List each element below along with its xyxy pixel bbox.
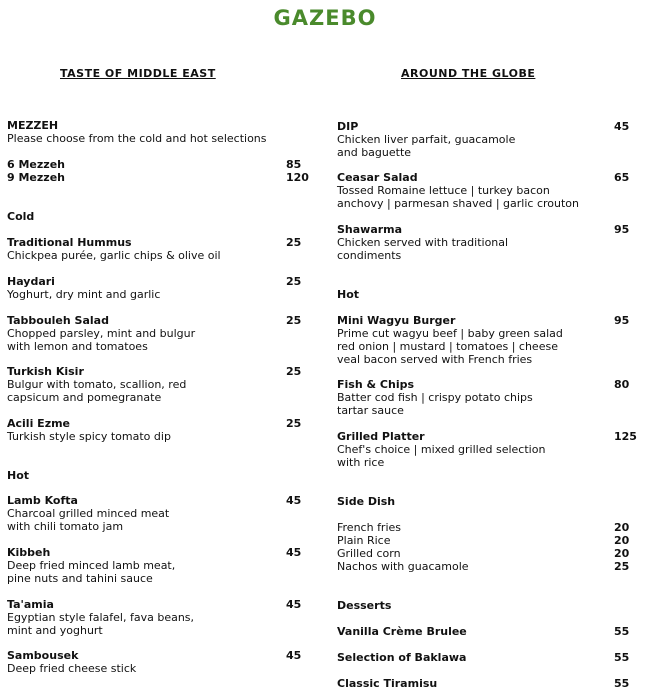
item-name: Mini Wagyu Burger bbox=[337, 314, 456, 327]
item-price: 25 bbox=[286, 417, 302, 430]
hot-heading-left: Hot bbox=[7, 469, 30, 482]
item-price: 45 bbox=[286, 494, 302, 507]
item-price: 55 bbox=[614, 651, 630, 664]
item-description: Deep fried minced lamb meat, bbox=[7, 559, 176, 572]
item-name: Ceasar Salad bbox=[337, 171, 418, 184]
mezzeh-note: Please choose from the cold and hot selections bbox=[7, 132, 267, 145]
item-price: 20 bbox=[614, 534, 630, 547]
item-name: Classic Tiramisu bbox=[337, 677, 438, 690]
mezzeh-title: MEZZEH bbox=[7, 119, 59, 132]
item-description: with rice bbox=[337, 456, 385, 469]
item-price: 45 bbox=[286, 546, 302, 559]
item-description: capsicum and pomegranate bbox=[7, 391, 162, 404]
item-price: 55 bbox=[614, 677, 630, 690]
item-price: 25 bbox=[286, 275, 302, 288]
item-name: Tabbouleh Salad bbox=[7, 314, 109, 327]
item-name: Haydari bbox=[7, 275, 55, 288]
item-description: Batter cod fish | crispy potato chips bbox=[337, 391, 533, 404]
item-description: with chili tomato jam bbox=[7, 520, 124, 533]
item-description: Chef's choice | mixed grilled selection bbox=[337, 443, 546, 456]
item-name: Turkish Kisir bbox=[7, 365, 84, 378]
item-name: Vanilla Crème Brulee bbox=[337, 625, 467, 638]
item-description: condiments bbox=[337, 249, 402, 262]
item-price: 65 bbox=[614, 171, 630, 184]
item-description: Tossed Romaine lettuce | turkey bacon bbox=[337, 184, 550, 197]
item-description: Charcoal grilled minced meat bbox=[7, 507, 170, 520]
item-name: Fish & Chips bbox=[337, 378, 415, 391]
item-price: 95 bbox=[614, 314, 630, 327]
item-description: Prime cut wagyu beef | baby green salad bbox=[337, 327, 563, 340]
item-description: Deep fried cheese stick bbox=[7, 662, 137, 675]
item-description: anchovy | parmesan shaved | garlic crouton bbox=[337, 197, 580, 210]
item-name: Sambousek bbox=[7, 649, 79, 662]
mezzeh-nine-label: 9 Mezzeh bbox=[7, 171, 65, 184]
right-column-heading: AROUND THE GLOBE bbox=[401, 67, 536, 80]
item-price: 45 bbox=[286, 649, 302, 662]
item-description: Chicken served with traditional bbox=[337, 236, 509, 249]
item-description: tartar sauce bbox=[337, 404, 404, 417]
item-description: red onion | mustard | tomatoes | cheese bbox=[337, 340, 558, 353]
item-name: Plain Rice bbox=[337, 534, 391, 547]
item-price: 20 bbox=[614, 521, 630, 534]
item-description: Bulgur with tomato, scallion, red bbox=[7, 378, 187, 391]
item-description: mint and yoghurt bbox=[7, 624, 103, 637]
item-name: Selection of Baklawa bbox=[337, 651, 467, 664]
item-price: 80 bbox=[614, 378, 630, 391]
item-name: Lamb Kofta bbox=[7, 494, 78, 507]
item-description: Chickpea purée, garlic chips & olive oil bbox=[7, 249, 221, 262]
item-price: 45 bbox=[286, 598, 302, 611]
desserts-heading: Desserts bbox=[337, 599, 392, 612]
item-price: 95 bbox=[614, 223, 630, 236]
item-price: 45 bbox=[614, 120, 630, 133]
item-name: Grilled Platter bbox=[337, 430, 425, 443]
item-price: 25 bbox=[286, 365, 302, 378]
item-name: Traditional Hummus bbox=[7, 236, 132, 249]
item-price: 25 bbox=[614, 560, 630, 573]
item-price: 55 bbox=[614, 625, 630, 638]
item-price: 20 bbox=[614, 547, 630, 560]
item-price: 125 bbox=[614, 430, 637, 443]
item-description: Egyptian style falafel, fava beans, bbox=[7, 611, 195, 624]
item-description: Chopped parsley, mint and bulgur bbox=[7, 327, 196, 340]
item-description: veal bacon served with French fries bbox=[337, 353, 533, 366]
item-price: 25 bbox=[286, 314, 302, 327]
item-name: Kibbeh bbox=[7, 546, 51, 559]
item-description: and baguette bbox=[337, 146, 412, 159]
hot-heading-right: Hot bbox=[337, 288, 360, 301]
item-description: Turkish style spicy tomato dip bbox=[7, 430, 171, 443]
item-name: Grilled corn bbox=[337, 547, 401, 560]
item-name: French fries bbox=[337, 521, 402, 534]
item-name: DIP bbox=[337, 120, 359, 133]
mezzeh-six-price: 85 bbox=[286, 158, 302, 171]
item-description: Chicken liver parfait, guacamole bbox=[337, 133, 516, 146]
item-name: Ta'amia bbox=[7, 598, 54, 611]
item-name: Shawarma bbox=[337, 223, 403, 236]
mezzeh-nine-price: 120 bbox=[286, 171, 309, 184]
item-name: Nachos with guacamole bbox=[337, 560, 469, 573]
cold-heading: Cold bbox=[7, 210, 35, 223]
item-name: Acili Ezme bbox=[7, 417, 71, 430]
menu-title: GAZEBO bbox=[273, 6, 377, 30]
left-column-heading: TASTE OF MIDDLE EAST bbox=[60, 67, 216, 80]
item-price: 25 bbox=[286, 236, 302, 249]
item-description: pine nuts and tahini sauce bbox=[7, 572, 153, 585]
mezzeh-six-label: 6 Mezzeh bbox=[7, 158, 65, 171]
side-dish-heading: Side Dish bbox=[337, 495, 396, 508]
item-description: with lemon and tomatoes bbox=[7, 340, 148, 353]
item-description: Yoghurt, dry mint and garlic bbox=[7, 288, 161, 301]
